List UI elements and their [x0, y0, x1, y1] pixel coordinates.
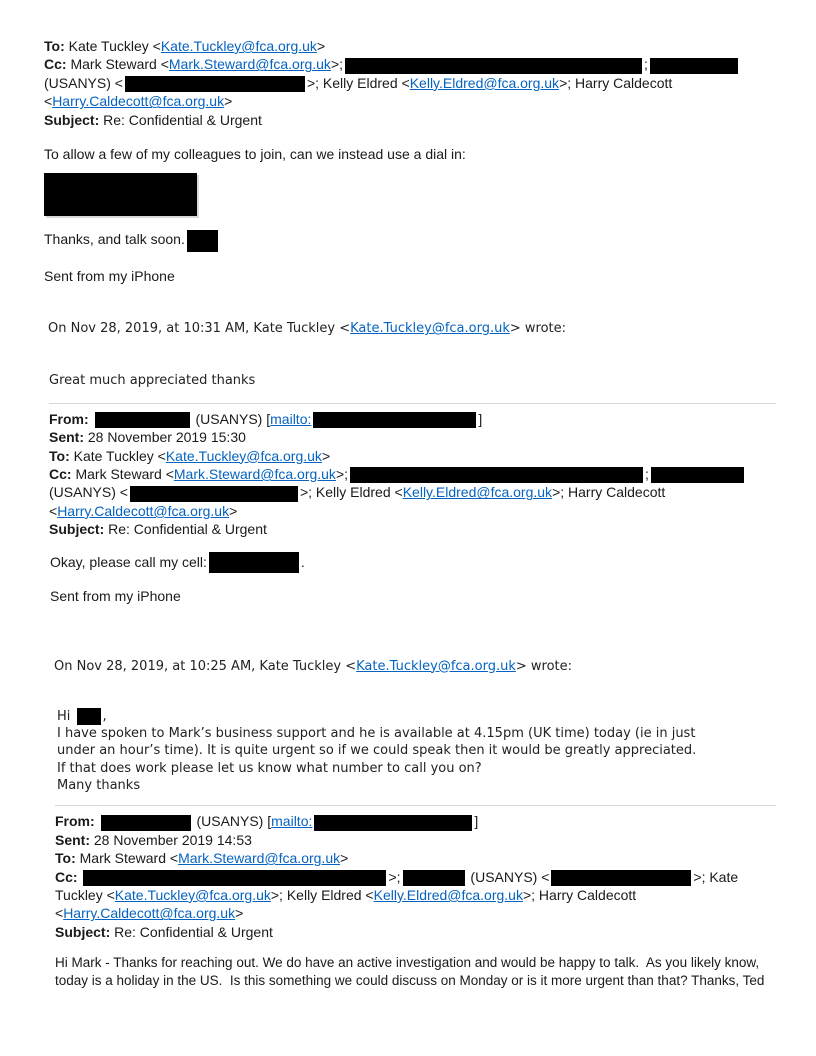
email-link[interactable]: Mark.Steward@fca.org.uk	[178, 850, 341, 867]
text-line	[57, 725, 816, 742]
redaction-bar	[313, 412, 476, 428]
text-run: ]	[478, 410, 483, 427]
email1-sent-from	[44, 267, 816, 285]
redaction-bar	[130, 486, 298, 502]
email-link[interactable]: Kate.Tuckley@fca.org.uk	[356, 658, 516, 674]
text-run	[89, 411, 93, 427]
text-run: 28 November 2019 14:53	[90, 831, 252, 848]
text-run	[78, 869, 82, 885]
quote2-body	[57, 708, 816, 794]
text-line	[49, 483, 776, 501]
email3-body	[55, 954, 816, 989]
email2-header	[49, 403, 776, 539]
text-line	[49, 372, 816, 389]
text-run: >; Kelly Eldred <	[306, 74, 410, 91]
text-run: >	[224, 93, 233, 110]
email-link[interactable]: Kate.Tuckley@fca.org.uk	[114, 886, 271, 903]
quote1-attribution	[48, 320, 816, 337]
text-run: Kate Tuckley <	[69, 447, 166, 464]
text-run: today is a holiday in the US. Is this something we could discuss on Monday or is it more urgent than that? Thanks, Ted	[55, 972, 765, 988]
text-line	[57, 760, 816, 777]
text-line	[55, 923, 776, 941]
dialin-redaction	[44, 173, 197, 216]
email-link[interactable]: Kelly.Eldred@fca.org.uk	[409, 74, 560, 91]
text-line	[44, 74, 816, 92]
email3-header	[55, 805, 776, 941]
text-run: >	[229, 502, 238, 519]
email2-body	[50, 553, 816, 571]
email-link[interactable]: Kate.Tuckley@fca.org.uk	[160, 38, 317, 54]
text-line	[55, 849, 776, 867]
email-link[interactable]: Mark.Steward@fca.org.uk	[168, 56, 331, 73]
text-run: <	[44, 93, 53, 110]
field-label: To:	[44, 38, 65, 54]
field-label: To:	[49, 447, 70, 464]
text-run: >;	[330, 56, 344, 73]
text-run: Hi	[57, 708, 75, 724]
text-run: (USANYS) <	[44, 74, 123, 91]
field-label: Cc:	[49, 466, 72, 483]
text-run: Many thanks	[57, 777, 141, 793]
quote2-attribution	[54, 658, 816, 675]
text-run: >; Harry Caldecott	[552, 484, 666, 501]
text-run: > wrote:	[509, 321, 567, 337]
redaction-bar	[403, 870, 465, 886]
redaction-bar	[187, 230, 218, 252]
text-line	[44, 267, 816, 285]
email-link[interactable]: Harry.Caldecott@fca.org.uk	[52, 93, 225, 110]
text-line	[44, 111, 816, 129]
email2-sent-from	[50, 587, 816, 605]
text-run: (USANYS) [	[192, 813, 272, 830]
redaction-bar	[345, 58, 642, 74]
text-run: >; Kelly Eldred <	[299, 484, 403, 501]
text-line	[55, 868, 776, 886]
text-run: >; Harry Caldecott	[522, 886, 637, 903]
text-line	[44, 92, 816, 110]
text-line	[55, 812, 776, 830]
text-run: Re: Confidential & Urgent	[99, 111, 262, 128]
text-run: >; Harry Caldecott	[559, 74, 673, 91]
text-line	[57, 777, 816, 794]
text-run: ;	[644, 56, 648, 73]
text-run	[95, 813, 99, 829]
text-run: Okay, please call my cell:	[50, 553, 207, 570]
text-line	[55, 954, 816, 972]
text-run: Great much appreciated thanks	[49, 372, 256, 388]
text-line	[44, 145, 816, 163]
field-label: Cc:	[55, 868, 78, 885]
text-run: >	[340, 850, 349, 867]
text-run: ,	[102, 708, 107, 724]
text-line	[49, 465, 776, 483]
redaction-bar	[651, 467, 744, 483]
email1-thanks	[44, 230, 816, 248]
text-run: >	[321, 447, 331, 464]
text-line	[48, 320, 816, 337]
field-label: Subject:	[55, 923, 111, 940]
text-line	[55, 886, 776, 904]
field-label: Sent:	[49, 429, 84, 446]
text-run: To allow a few of my colleagues to join, can we instead use a dial in:	[44, 146, 466, 163]
text-run: (USANYS) <	[49, 484, 128, 501]
text-run: On Nov 28, 2019, at 10:31 AM, Kate Tuckley <	[48, 321, 351, 337]
email-link[interactable]: Kelly.Eldred@fca.org.uk	[402, 484, 553, 501]
text-run: Mark Steward <	[66, 56, 169, 73]
text-run: (USANYS) <	[466, 868, 550, 885]
email-link[interactable]: mailto:	[270, 410, 312, 427]
field-label: From:	[55, 813, 95, 830]
text-line	[49, 447, 776, 465]
text-run: under an hour’s time). It is quite urgent so if we could speak then it would be greatly appreciated.	[57, 743, 697, 759]
text-line	[49, 502, 776, 520]
field-label: To:	[55, 850, 76, 867]
email1-intro	[44, 145, 816, 163]
email-link[interactable]: mailto:	[271, 813, 313, 830]
text-run: I have spoken to Mark’s business support and he is available at 4.15pm (UK time) today (ie in just	[57, 726, 696, 742]
text-line	[54, 658, 816, 675]
text-line	[49, 520, 776, 538]
text-run: Tuckley <	[55, 886, 115, 903]
text-line	[50, 553, 816, 571]
redaction-bar	[125, 76, 305, 92]
text-run: (USANYS) [	[191, 410, 271, 427]
field-label: From:	[49, 410, 89, 427]
quote1-body	[49, 372, 816, 389]
text-run: 28 November 2019 15:30	[84, 429, 246, 446]
field-label: Subject:	[49, 521, 105, 538]
text-run: >	[316, 38, 326, 54]
text-line	[44, 55, 816, 73]
text-run: >	[235, 905, 244, 922]
email-link[interactable]: Harry.Caldecott@fca.org.uk	[63, 905, 236, 922]
text-run: .	[300, 553, 305, 570]
text-run: Re: Confidential & Urgent	[104, 521, 267, 538]
text-line	[57, 708, 816, 725]
text-run: Mark Steward <	[75, 850, 179, 867]
redaction-bar	[101, 815, 191, 831]
text-run: <	[55, 905, 64, 922]
text-run: ;	[645, 466, 649, 483]
redaction-bar	[350, 467, 643, 483]
field-label: Cc:	[44, 56, 67, 73]
redaction-bar	[209, 552, 299, 573]
redaction-bar	[95, 412, 190, 428]
text-line	[44, 37, 816, 55]
email-link[interactable]: Mark.Steward@fca.org.uk	[173, 466, 336, 483]
quote-divider	[49, 403, 776, 404]
text-line	[50, 587, 816, 605]
text-line	[55, 904, 776, 922]
text-line	[49, 410, 776, 428]
email-link[interactable]: Kate.Tuckley@fca.org.uk	[165, 447, 322, 464]
email-link[interactable]: Harry.Caldecott@fca.org.uk	[57, 502, 230, 519]
email1-header	[44, 37, 816, 129]
text-run: >; Kate	[693, 868, 739, 885]
redaction-bar	[314, 815, 472, 831]
field-label: Subject:	[44, 111, 100, 128]
email-link[interactable]: Kate.Tuckley@fca.org.uk	[350, 321, 510, 337]
text-run: ]	[474, 813, 479, 830]
text-run: >; Kelly Eldred <	[270, 886, 374, 903]
text-run: Re: Confidential & Urgent	[110, 923, 273, 940]
text-run: If that does work please let us know what number to call you on?	[57, 760, 482, 776]
text-run: Hi Mark - Thanks for reaching out. We do have an active investigation and would be happy to talk. As you likely know,	[55, 955, 760, 971]
redaction-bar	[551, 870, 691, 886]
text-line	[55, 831, 776, 849]
text-run: Mark Steward <	[71, 466, 174, 483]
email-link[interactable]: Kelly.Eldred@fca.org.uk	[373, 886, 523, 903]
redaction-bar	[77, 708, 101, 725]
redaction-bar	[83, 870, 386, 886]
text-line	[55, 972, 816, 990]
text-line	[49, 428, 776, 446]
text-run: >;	[388, 868, 401, 885]
text-run: Kate Tuckley <	[64, 38, 161, 54]
text-run: >;	[335, 466, 349, 483]
text-run: > wrote:	[515, 658, 573, 674]
text-run: On Nov 28, 2019, at 10:25 AM, Kate Tuckley <	[54, 658, 357, 674]
redaction-bar	[650, 58, 738, 74]
text-run: Sent from my iPhone	[50, 588, 181, 605]
text-run: Sent from my iPhone	[44, 267, 175, 284]
text-line	[44, 230, 816, 248]
text-run: <	[49, 502, 58, 519]
field-label: Sent:	[55, 831, 90, 848]
quote-divider	[55, 805, 776, 806]
text-run: Thanks, and talk soon.	[44, 231, 185, 248]
text-line	[57, 742, 816, 759]
